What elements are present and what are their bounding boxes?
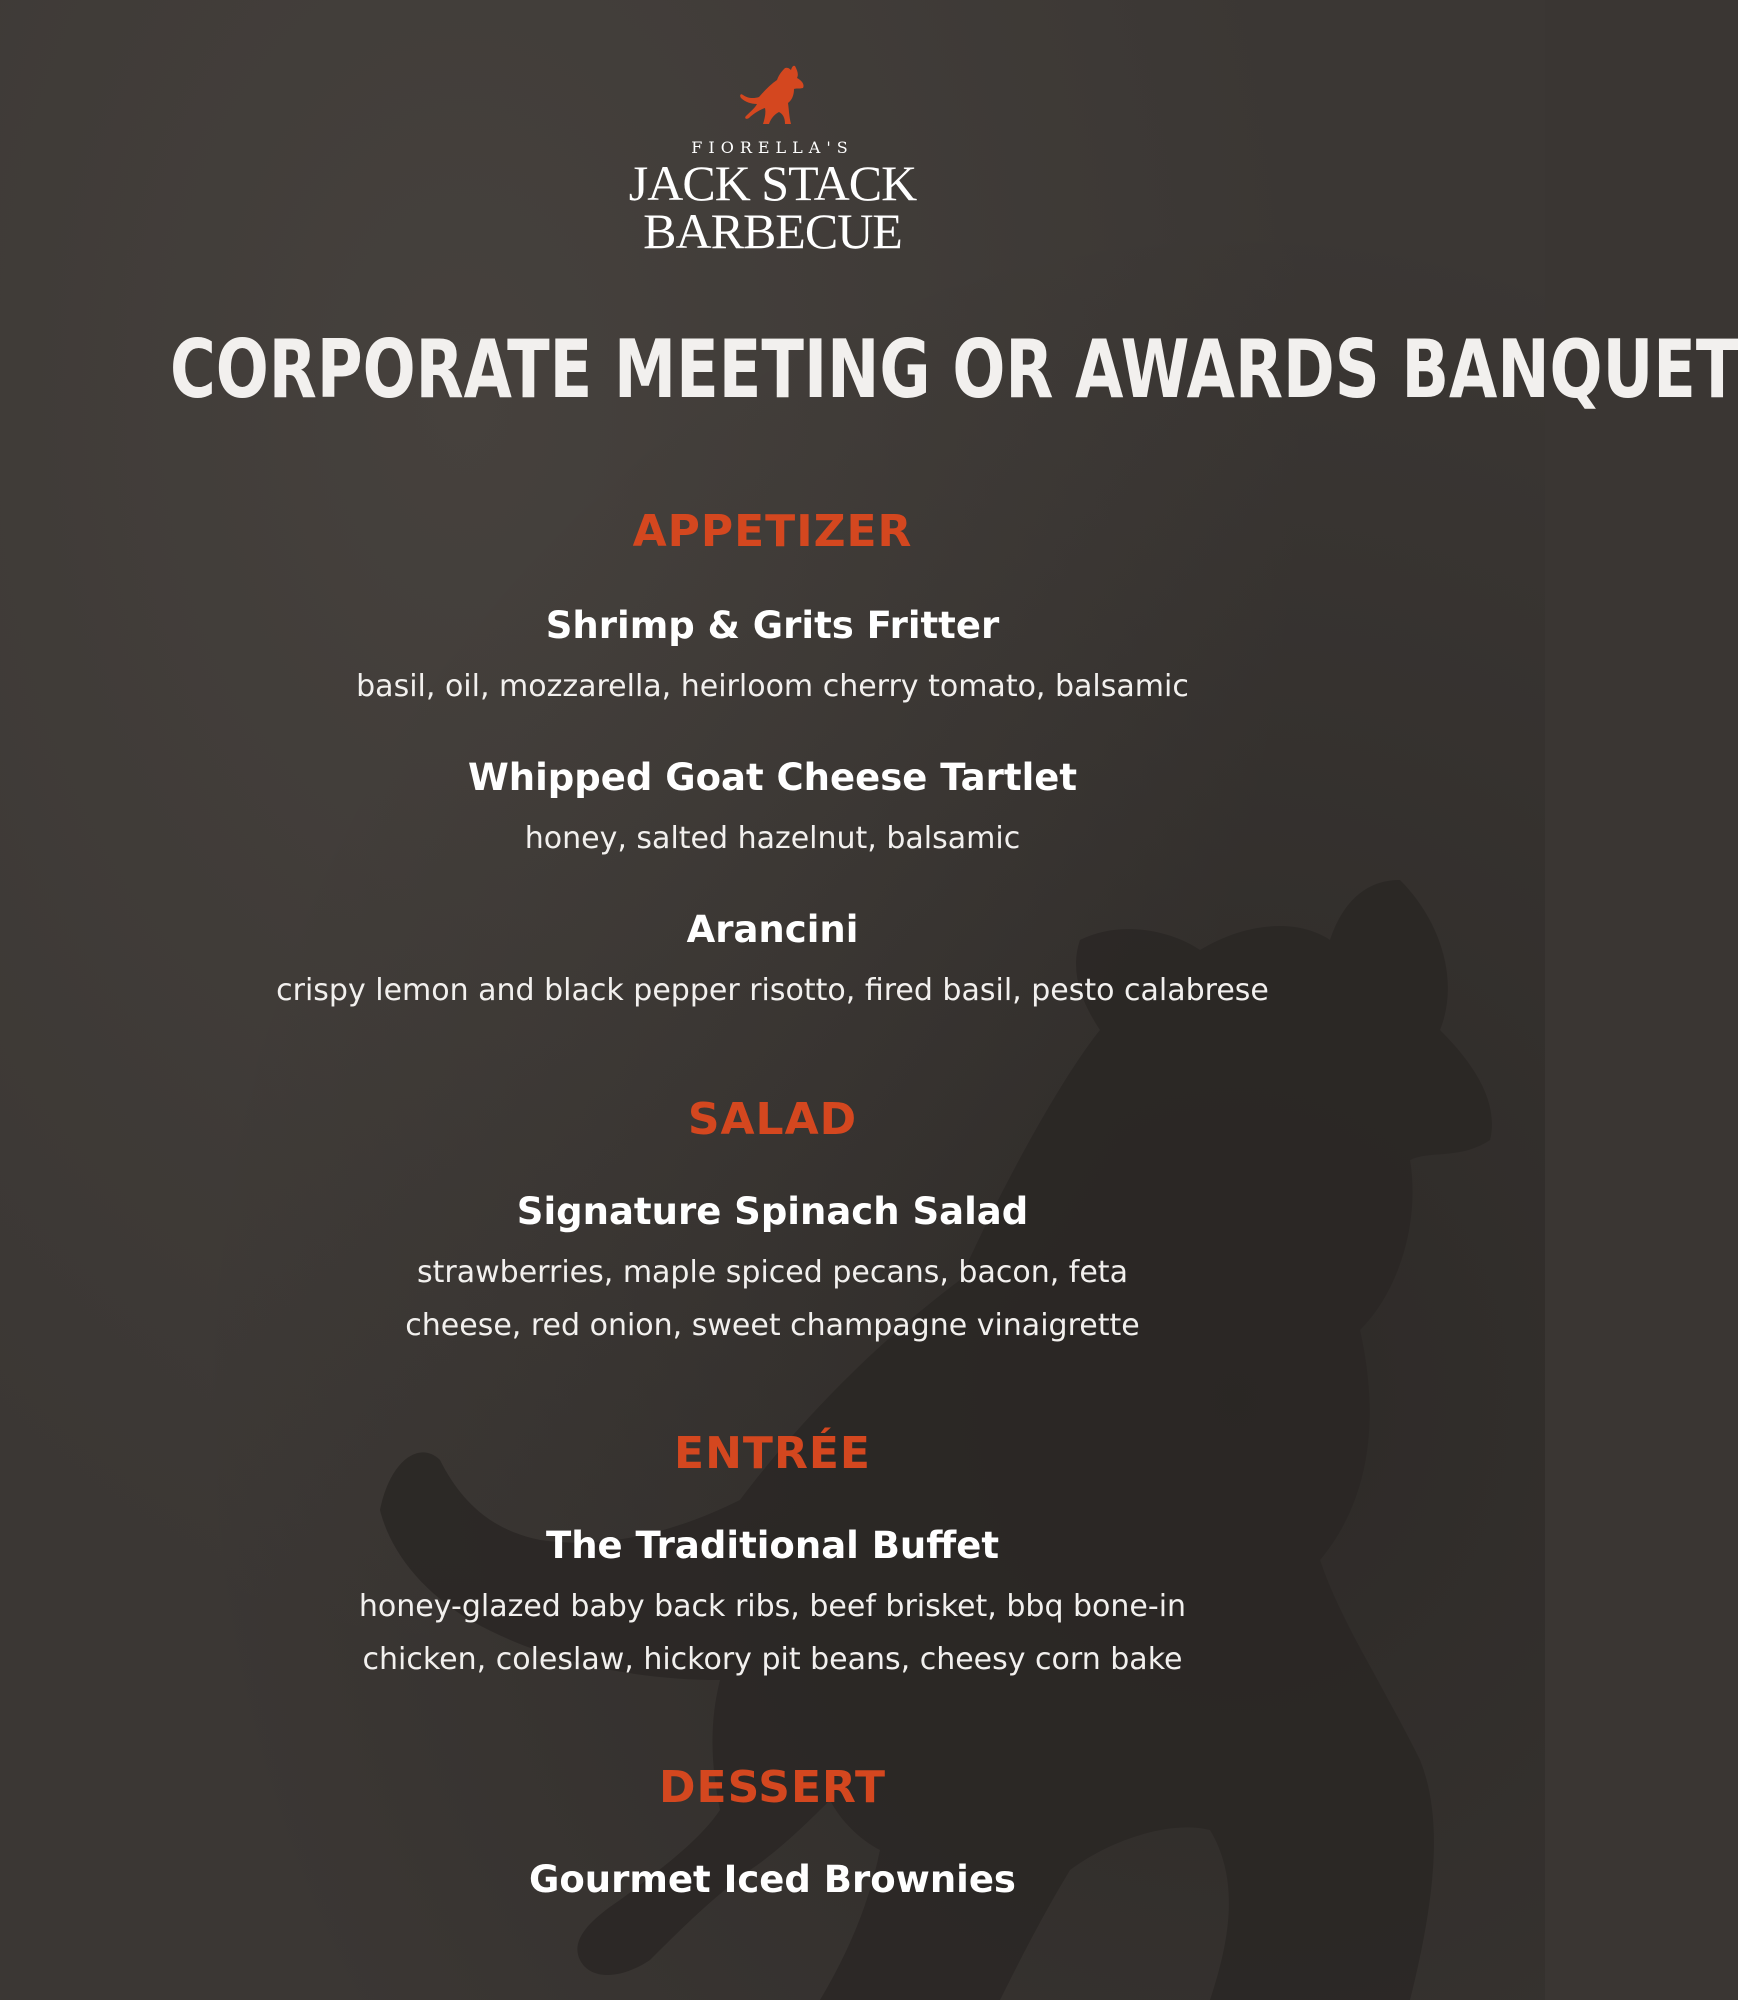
menu-item-description-line-1: honey-glazed baby back ribs, beef brisket, bbq bone-in: [358, 1589, 1187, 1624]
page-title: CORPORATE MEETING OR AWARDS BANQUET: [169, 323, 1738, 416]
logo-line-2: BARBECUE: [643, 203, 902, 259]
logo-line-1: JACK STACK: [628, 155, 917, 211]
menu-item-name: The Traditional Buffet: [545, 1524, 1000, 1567]
menu-item-name: Shrimp & Grits Fritter: [545, 604, 1000, 647]
section-heading-salad: SALAD: [687, 1094, 858, 1145]
menu-item-description: crispy lemon and black pepper risotto, fired basil, pesto calabrese: [276, 973, 1269, 1008]
section-heading-entree: ENTRÉE: [674, 1428, 871, 1479]
menu-item-description: honey, salted hazelnut, balsamic: [524, 821, 1021, 856]
menu-item-name: Arancini: [686, 908, 859, 951]
menu-item-description: basil, oil, mozzarella, heirloom cherry tomato, balsamic: [356, 669, 1189, 704]
bull-icon: [737, 62, 809, 132]
section-heading-dessert: DESSERT: [659, 1762, 886, 1813]
brand-logo: [0, 62, 1545, 259]
menu-item-description-line-2: chicken, coleslaw, hickory pit beans, cheesy corn bake: [362, 1642, 1183, 1677]
logo-small-text: FIORELLA'S: [691, 138, 854, 157]
menu-item-name: Whipped Goat Cheese Tartlet: [467, 756, 1078, 799]
menu-item-name: Gourmet Iced Brownies: [529, 1858, 1016, 1901]
menu-item-description-line-1: strawberries, maple spiced pecans, bacon, feta: [417, 1255, 1128, 1290]
menu-item-description-line-2: cheese, red onion, sweet champagne vinaigrette: [405, 1308, 1140, 1343]
menu-item-name: Signature Spinach Salad: [516, 1190, 1029, 1233]
section-heading-appetizer: APPETIZER: [632, 506, 913, 557]
